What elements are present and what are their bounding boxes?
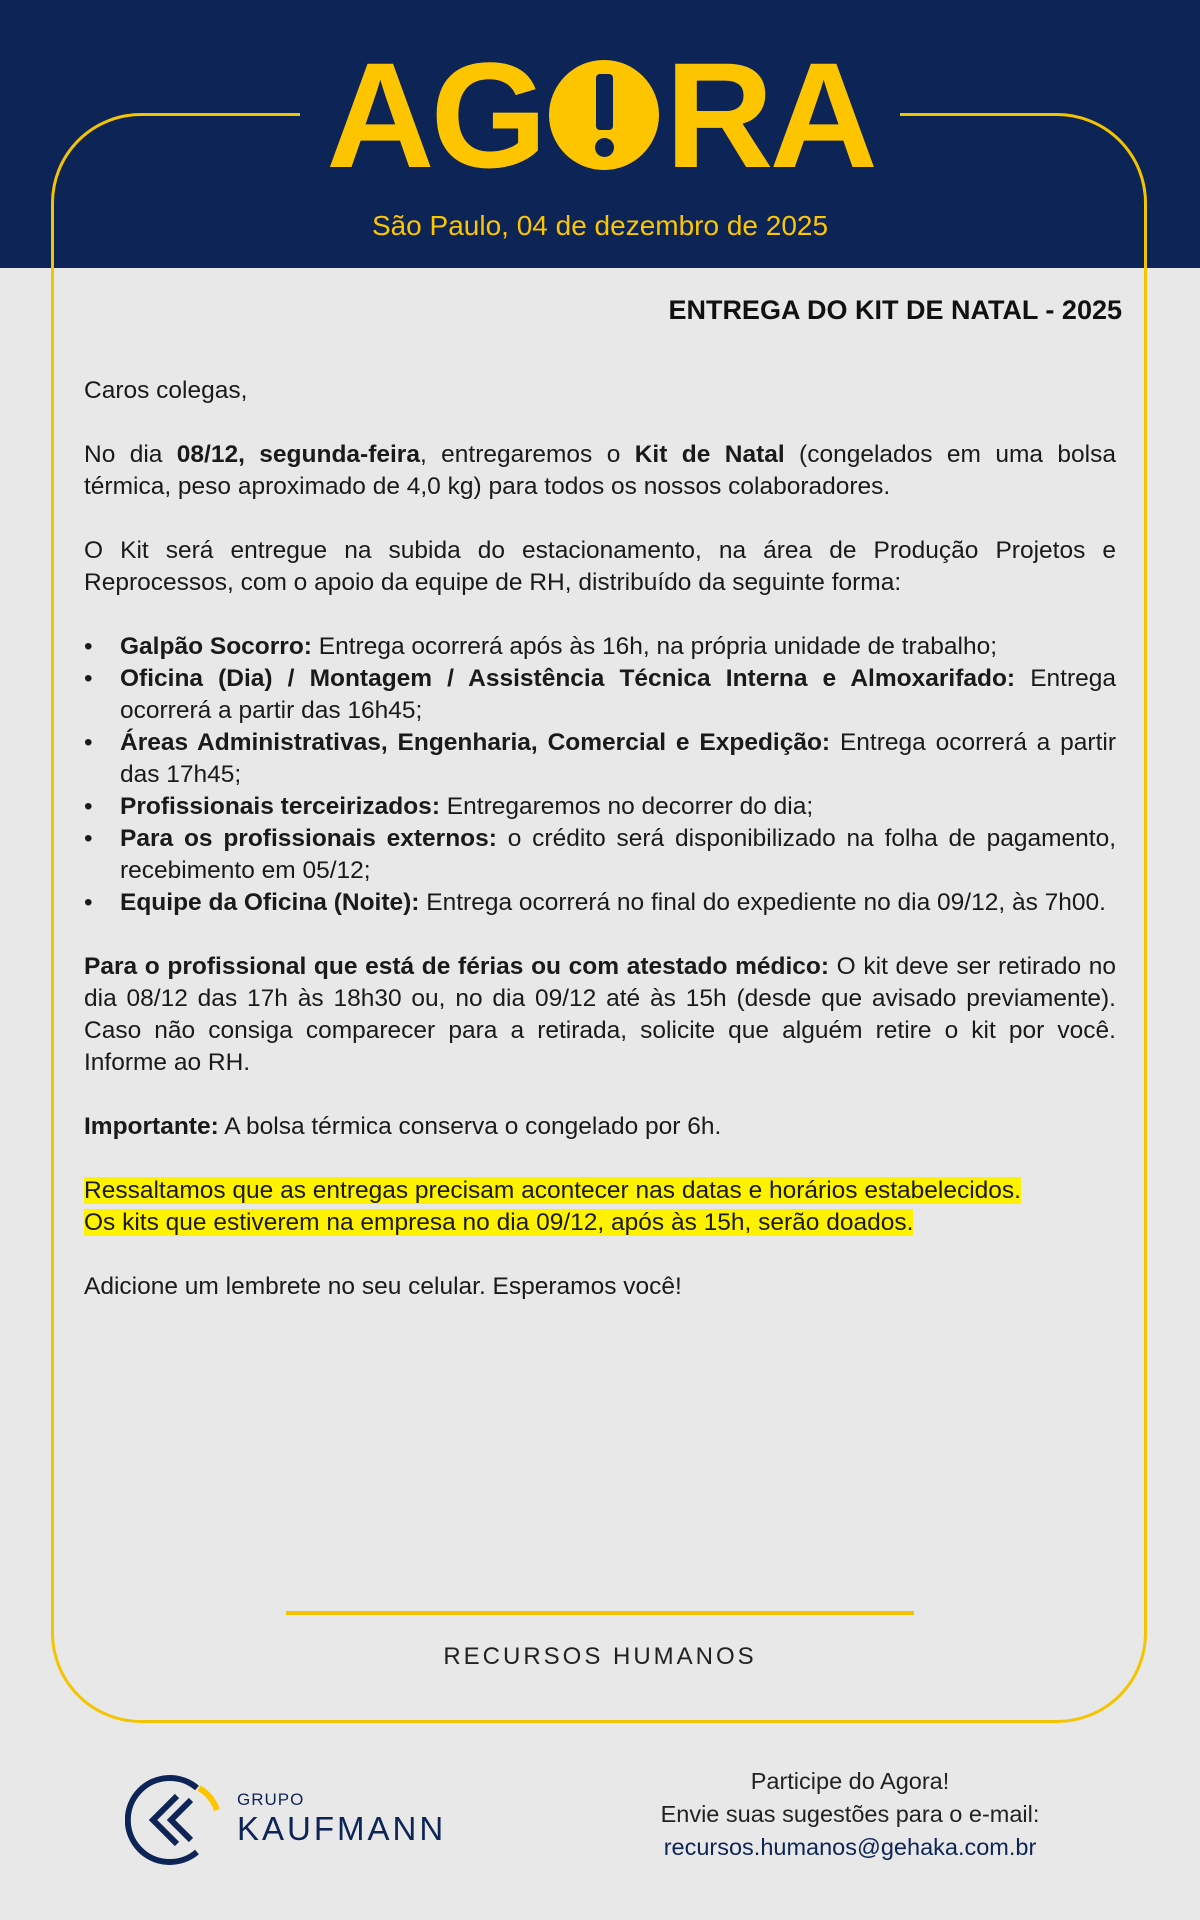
agora-logo: AG RA: [300, 40, 900, 190]
closing-paragraph: Adicione um lembrete no seu celular. Esperamos você!: [84, 1273, 682, 1300]
header-date: São Paulo, 04 de dezembro de 2025: [371, 210, 829, 241]
highlight-paragraph: Ressaltamos que as entregas precisam acontecer nas datas e horários estabelecidos. Os kits que estiverem na empresa no dia 09/12, após às 15h, serão doados.: [84, 1177, 1021, 1236]
email-link[interactable]: recursos.humanos@gehaka.com.br: [663, 1834, 1037, 1860]
logo-grupo: GRUPO: [237, 1790, 305, 1809]
logo-name: KAUFMANN: [237, 1810, 447, 1847]
list-item: • Para os profissionais externos: o crédito será disponibilizado na folha de pagamento, recebimento em 05/12;: [84, 823, 1116, 887]
location-paragraph: O Kit será entregue na subida do estacionamento, na área de Produção Projetos e Reprocessos, com o apoio da equipe de RH, distribuído da seguinte forma:: [84, 537, 1116, 596]
page-title: ENTREGA DO KIT DE NATAL - 2025: [668, 295, 1122, 325]
letter-body: [84, 375, 1116, 1335]
kaufmann-logo: [125, 1770, 445, 1870]
important-paragraph: Importante: A bolsa térmica conserva o congelado por 6h.: [84, 1113, 722, 1140]
exclamation-icon: [549, 60, 659, 170]
footer-contact: [600, 1765, 1100, 1864]
signature-line: [286, 1611, 914, 1615]
list-item: • Equipe da Oficina (Noite): Entrega ocorrerá no final do expediente no dia 09/12, às 7h00.: [84, 887, 1116, 919]
kaufmann-k-icon: [125, 1770, 225, 1870]
schedule-list: [84, 631, 1116, 919]
intro-paragraph: No dia 08/12, segunda-feira, entregaremos o Kit de Natal (congelados em uma bolsa térmica, peso aproximado de 4,0 kg) para todos os nossos colaboradores.: [84, 441, 1116, 500]
list-item: • Profissionais terceirizados: Entregaremos no decorrer do dia;: [84, 791, 1116, 823]
footer-line-1: Participe do Agora!: [750, 1768, 950, 1794]
signature: RECURSOS HUMANOS: [443, 1643, 757, 1670]
vacation-paragraph: Para o profissional que está de férias ou com atestado médico: O kit deve ser retirado no dia 08/12 das 17h às 18h30 ou, no dia 09/12 até às 15h (desde que avisado previamente). Caso não consiga comparecer para a retirada, solicite que alguém retire o kit por você. Informe ao RH.: [84, 953, 1116, 1076]
list-item: • Oficina (Dia) / Montagem / Assistência Técnica Interna e Almoxarifado: Entrega ocorrerá a partir das 16h45;: [84, 663, 1116, 727]
greeting: Caros colegas,: [84, 377, 248, 404]
list-item: • Galpão Socorro: Entrega ocorrerá após às 16h, na própria unidade de trabalho;: [84, 631, 1116, 663]
footer-line-2: Envie suas sugestões para o e-mail:: [660, 1801, 1040, 1827]
list-item: • Áreas Administrativas, Engenharia, Comercial e Expedição: Entrega ocorrerá a partir das 17h45;: [84, 727, 1116, 791]
